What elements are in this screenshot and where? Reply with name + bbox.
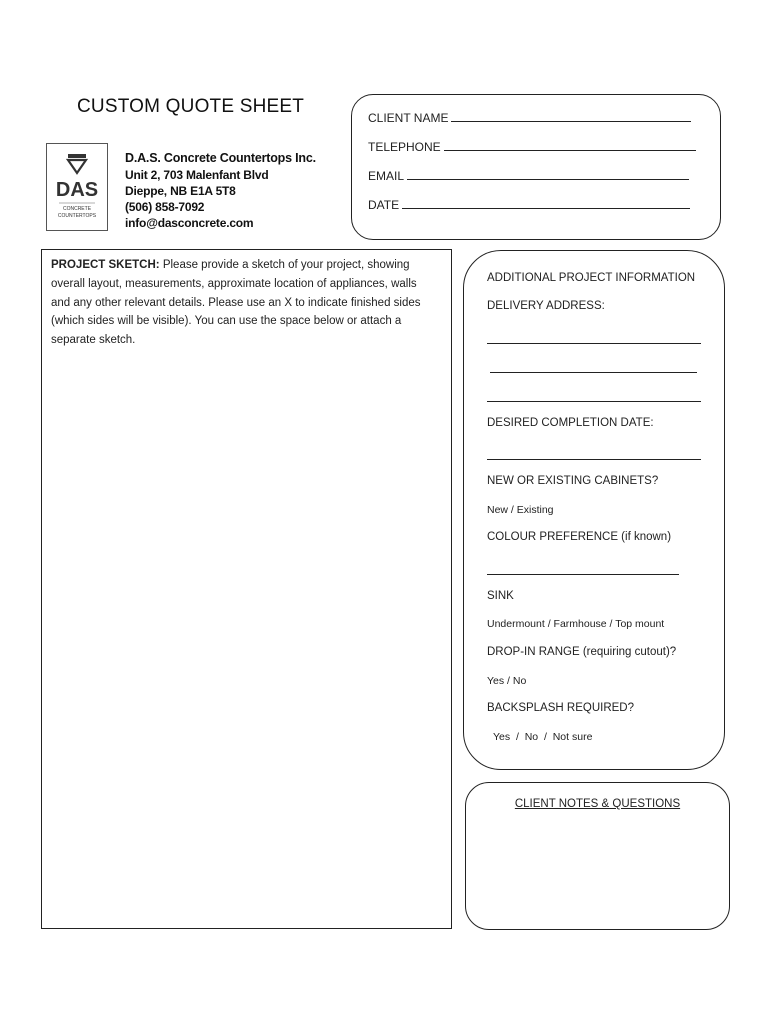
logo-subtext-2: COUNTERTOPS	[57, 213, 97, 219]
drop-in-range-label: DROP-IN RANGE (requiring cutout)?	[487, 646, 677, 658]
sink-label: SINK	[487, 590, 514, 602]
email-label: EMAIL	[368, 169, 405, 183]
completion-date-line[interactable]	[487, 459, 701, 460]
backsplash-options[interactable]: Yes / No / Not sure	[493, 731, 593, 743]
logo-graphic	[47, 144, 107, 230]
client-notes-title: CLIENT NOTES & QUESTIONS	[514, 798, 681, 810]
telephone-blank[interactable]	[444, 139, 696, 151]
delivery-address-label: DELIVERY ADDRESS:	[487, 300, 605, 312]
date-field[interactable]	[368, 197, 690, 212]
colour-preference-line[interactable]	[487, 574, 679, 575]
additional-info-title: ADDITIONAL PROJECT INFORMATION	[487, 272, 696, 284]
sketch-instructions	[51, 256, 437, 350]
colour-preference-label: COLOUR PREFERENCE (if known)	[487, 531, 672, 543]
sketch-heading: PROJECT SKETCH:	[51, 259, 160, 271]
sketch-body: Please provide a sketch of your project, showing overall layout, measurements, approximate location of appliances, walls and any other relevant details. Please use an X to indicate finished sides (which sides will be visible). You can use the space below or attach a separate sketch.	[51, 259, 421, 347]
company-name: D.A.S. Concrete Countertops Inc.	[125, 151, 316, 165]
gem-icon	[68, 154, 86, 173]
delivery-address-line-2[interactable]	[490, 372, 697, 373]
company-phone: (506) 858-7092	[125, 200, 205, 214]
sink-options[interactable]: Undermount / Farmhouse / Top mount	[487, 618, 665, 630]
company-address-line-1: Unit 2, 703 Malenfant Blvd	[125, 168, 269, 182]
delivery-address-line-1[interactable]	[487, 343, 701, 344]
telephone-field[interactable]	[368, 139, 696, 154]
date-label: DATE	[368, 198, 400, 212]
client-notes-box[interactable]	[465, 782, 730, 930]
logo-text: DAS	[55, 179, 99, 201]
client-name-blank[interactable]	[451, 110, 691, 122]
client-name-field[interactable]	[368, 110, 691, 125]
drop-in-range-options[interactable]: Yes / No	[487, 675, 527, 687]
completion-date-label: DESIRED COMPLETION DATE:	[487, 417, 654, 429]
company-logo	[46, 143, 108, 231]
project-sketch-area[interactable]	[41, 249, 452, 929]
company-address-line-2: Dieppe, NB E1A 5T8	[125, 184, 236, 198]
telephone-label: TELEPHONE	[368, 140, 441, 154]
logo-subtext-1: CONCRETE	[62, 206, 92, 212]
cabinets-label: NEW OR EXISTING CABINETS?	[487, 475, 659, 487]
email-field[interactable]	[368, 168, 689, 183]
cabinets-options[interactable]: New / Existing	[487, 504, 554, 516]
email-blank[interactable]	[407, 168, 689, 180]
company-email: info@dasconcrete.com	[125, 216, 254, 230]
client-name-label: CLIENT NAME	[368, 111, 449, 125]
delivery-address-line-3[interactable]	[487, 401, 701, 402]
page-title: CUSTOM QUOTE SHEET	[77, 96, 305, 117]
client-info-box	[351, 94, 721, 240]
date-blank[interactable]	[402, 197, 690, 209]
additional-info-box	[463, 250, 725, 770]
backsplash-label: BACKSPLASH REQUIRED?	[487, 702, 634, 714]
company-info	[125, 150, 316, 231]
